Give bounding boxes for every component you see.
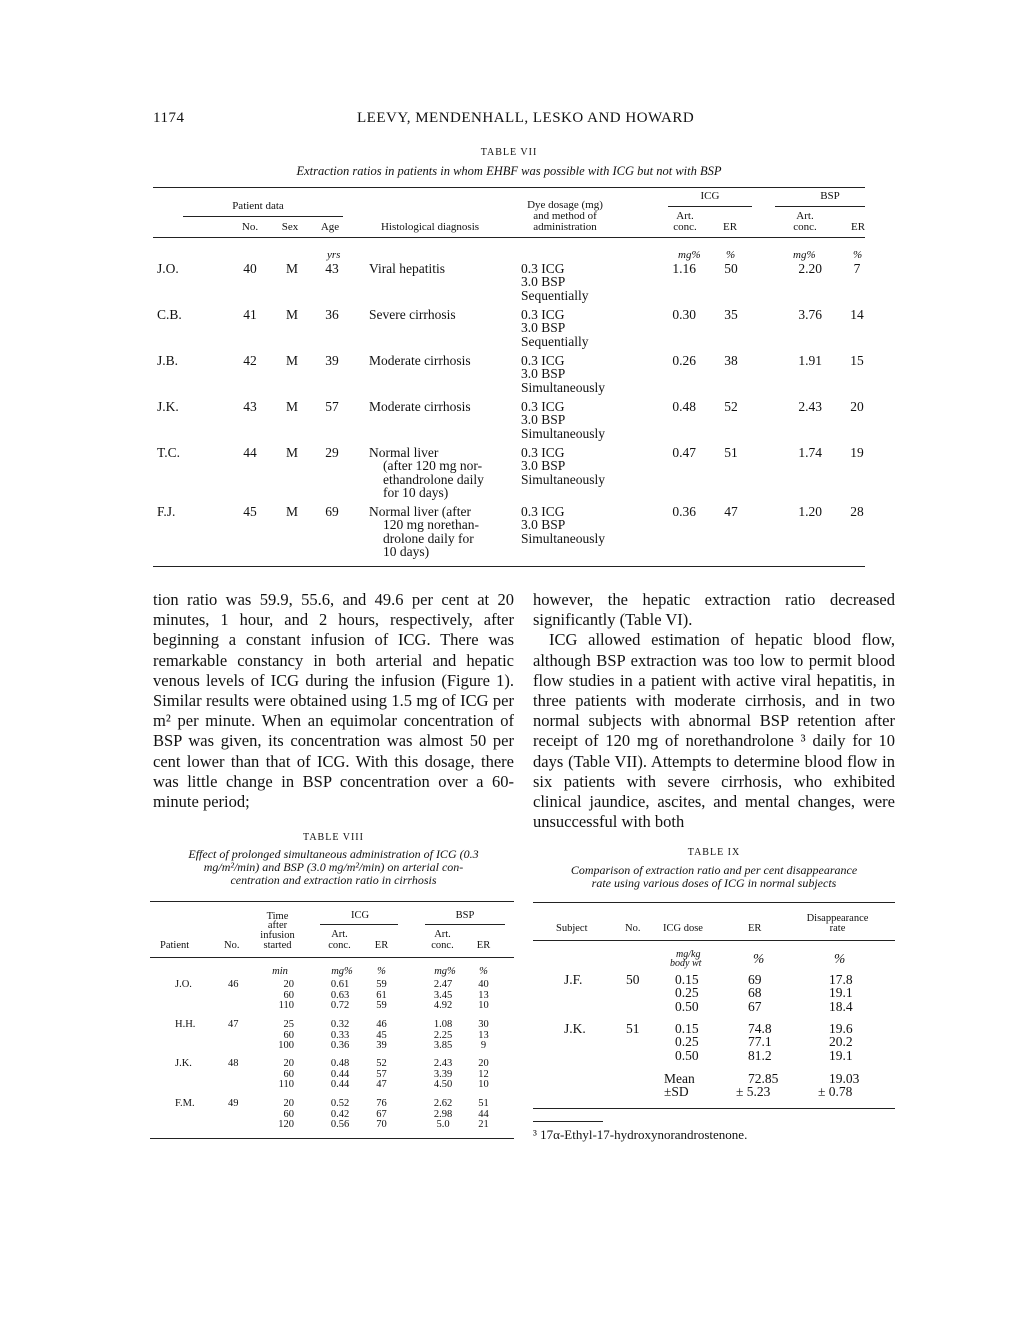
t9-dose: 0.15 — [675, 1021, 699, 1036]
t9-h-er: ER — [748, 923, 762, 934]
t8-no: 48 — [228, 1058, 239, 1069]
t8-h-icg-art1: Art. — [331, 929, 348, 940]
t7-age: 69 — [325, 504, 339, 519]
t8-icg-er: 61 — [376, 989, 387, 1001]
t8-bsp-er: 51 — [478, 1098, 489, 1109]
t7-patient: F.J. — [157, 504, 176, 519]
t7-dosage: 3.0 BSP — [521, 366, 566, 382]
t9-no: 50 — [626, 972, 640, 987]
table8-caption-line: centration and extraction ratio in cirrhosis — [230, 873, 437, 887]
t9-unit-dose1: mg/kg — [676, 949, 701, 960]
t7-dosage: 3.0 BSP — [521, 458, 566, 474]
t7-dosage: Simultaneously — [521, 530, 605, 546]
t7-no: 41 — [243, 307, 257, 322]
t9-er-mean: 72.85 — [748, 1071, 779, 1086]
t8-icg-conc: 0.61 — [330, 979, 350, 990]
t7-dosage: 0.3 ICG — [521, 353, 565, 368]
t7-bsp-conc: 1.20 — [798, 504, 822, 519]
t7-bsp-er: 19 — [850, 445, 864, 460]
table7-header-rule — [153, 237, 865, 238]
t9-er: 81.2 — [748, 1047, 772, 1063]
t7-h-patient-data: Patient data — [232, 200, 284, 212]
t8-bsp-er: 13 — [478, 1029, 489, 1041]
t7-age: 36 — [325, 307, 339, 322]
table8-caption — [153, 848, 514, 887]
t8-icg-conc: 0.52 — [330, 1098, 350, 1109]
t7-h-bsp-art2: conc. — [793, 221, 817, 233]
table7-label: TABLE VII — [480, 147, 538, 158]
t8-time: 20 — [283, 1098, 294, 1109]
t9-dose: 0.50 — [675, 998, 699, 1014]
t8-icg-er: 57 — [376, 1068, 387, 1080]
t7-h-dye1: Dye dosage (mg) — [527, 199, 603, 211]
t8-bsp-er: 30 — [478, 1019, 489, 1030]
t9-h-subject: Subject — [556, 923, 588, 934]
t7-bsp-conc: 1.74 — [798, 445, 822, 460]
table9-caption — [533, 864, 895, 890]
t8-icg-er: 67 — [376, 1108, 387, 1120]
t7-sex: M — [285, 353, 298, 368]
t9-dis: 17.8 — [829, 972, 853, 987]
t7-diagnosis: 120 mg norethan- — [383, 517, 479, 533]
t7-bsp-conc: 1.91 — [798, 353, 822, 368]
t8-time: 20 — [283, 979, 294, 990]
t8-h-no: No. — [224, 940, 240, 951]
t9-er: 68 — [748, 985, 762, 1001]
t7-diagnosis: (after 120 mg nor- — [383, 458, 483, 474]
t7-dosage: 0.3 ICG — [521, 504, 565, 519]
t9-h-dose: ICG dose — [663, 923, 703, 934]
t8-unit-time: min — [272, 966, 288, 977]
t8-h-bsp-er: ER — [476, 940, 491, 951]
t8-bsp-conc: 2.47 — [433, 979, 453, 990]
right-paragraph-2: ICG allowed estimation of hepatic blood flow, although BSP extraction was too low to permit blood flow studies in a patient with active viral hepatitis, in three patients with moderate cirrhosis, and in two normal subjects with abnormal BSP retention after receipt of 120 mg of norethandrolone ³ daily for 10 days (Table VII). Attempts to determine blood flow in six patients with severe cirrhosis, who exhibited clinical jaundice, ascites, and mental changes, were unsuccessful with both — [533, 630, 895, 832]
t7-dosage: 3.0 BSP — [521, 274, 566, 290]
t8-icg-er: 59 — [376, 979, 387, 990]
t7-bsp-er: 14 — [850, 307, 864, 322]
t9-er-sd: ± 5.23 — [736, 1084, 771, 1099]
t7-dosage: 0.3 ICG — [521, 307, 565, 322]
t9-sd-label: ±SD — [664, 1084, 689, 1099]
t8-bsp-conc: 3.45 — [433, 989, 453, 1001]
table8-caption-line: Effect of prolonged simultaneous administration of ICG (0.3 — [188, 847, 479, 861]
t8-icg-conc: 0.44 — [330, 1068, 350, 1080]
t7-no: 45 — [243, 504, 257, 519]
t7-icg-conc: 0.48 — [672, 399, 696, 414]
t9-er: 77.1 — [748, 1034, 772, 1050]
t9-h-dis1: Disappearance — [806, 913, 869, 924]
t8-bsp-conc: 2.98 — [433, 1108, 453, 1120]
t8-bsp-er: 12 — [478, 1068, 489, 1080]
t8-icg-er: 70 — [376, 1119, 387, 1130]
t8-icg-er: 47 — [376, 1079, 387, 1090]
t8-time: 110 — [278, 1079, 294, 1090]
table9-bottom-rule — [533, 1108, 895, 1109]
t8-time: 60 — [283, 1068, 294, 1080]
table8-bottom-rule — [150, 1138, 514, 1139]
t7-sex: M — [285, 261, 298, 276]
t8-bsp-rule — [425, 924, 505, 925]
t8-time: 110 — [278, 1000, 294, 1011]
t7-bsp-conc: 2.20 — [798, 261, 822, 276]
t7-no: 42 — [243, 353, 257, 368]
t9-dose: 0.25 — [675, 1034, 699, 1050]
t7-unit-icg-er: % — [726, 249, 736, 261]
t7-sex: M — [285, 399, 298, 414]
t9-unit-dis: % — [834, 951, 846, 966]
t7-dosage: 0.3 ICG — [521, 261, 565, 276]
t7-h-icg-er: ER — [722, 221, 738, 233]
t7-diagnosis: 10 days) — [383, 543, 430, 559]
t8-h-icg-er: ER — [374, 940, 389, 951]
table9-top-rule — [533, 902, 895, 903]
t7-icg-conc: 0.26 — [672, 353, 696, 368]
t7-bsp-rule — [775, 206, 865, 207]
t7-icg-er: 52 — [724, 399, 738, 414]
t9-dis-mean: 19.03 — [829, 1071, 860, 1086]
t8-h-patient: Patient — [160, 940, 190, 951]
t8-unit-bsp-conc: mg% — [434, 966, 456, 977]
t7-icg-er: 47 — [724, 504, 738, 519]
t9-er: 67 — [748, 998, 762, 1014]
footnote: ³ 17α-Ethyl-17-hydroxynorandrostenone. — [533, 1127, 748, 1142]
t7-sex: M — [285, 307, 298, 322]
t8-time: 60 — [283, 1029, 294, 1041]
t7-icg-er: 50 — [724, 261, 738, 276]
t8-patient: H.H. — [175, 1019, 196, 1030]
t8-icg-rule — [320, 924, 398, 925]
t8-icg-er: 76 — [376, 1098, 387, 1109]
page-number: 1174 — [153, 110, 185, 126]
t7-h-bsp-er: ER — [850, 221, 866, 233]
t8-patient: J.K. — [175, 1058, 192, 1069]
t7-diagnosis: for 10 days) — [383, 484, 449, 500]
t9-dis: 18.4 — [829, 998, 853, 1014]
t7-patient: J.K. — [157, 399, 179, 414]
t8-bsp-er: 21 — [478, 1119, 489, 1130]
table9-header-rule — [533, 940, 895, 941]
t7-dosage: 0.3 ICG — [521, 445, 565, 460]
t8-patient: F.M. — [175, 1098, 195, 1109]
footnote-rule — [533, 1121, 603, 1122]
t8-time: 60 — [283, 1108, 294, 1120]
t8-bsp-er: 40 — [478, 979, 489, 990]
t7-diagnosis: Moderate cirrhosis — [369, 353, 471, 368]
t7-h-sex: Sex — [281, 221, 299, 233]
t8-time: 25 — [283, 1019, 294, 1030]
t8-bsp-conc: 1.08 — [433, 1019, 453, 1030]
t8-icg-conc: 0.56 — [330, 1119, 350, 1130]
t8-h-icg: ICG — [350, 910, 370, 921]
t8-bsp-conc: 4.50 — [433, 1079, 453, 1090]
t7-icg-conc: 0.47 — [672, 445, 696, 460]
left-column-text — [153, 590, 514, 812]
t7-dosage: Sequentially — [521, 333, 589, 349]
t7-dosage: 3.0 BSP — [521, 517, 566, 533]
t7-patient: J.O. — [157, 261, 179, 276]
t8-bsp-er: 9 — [480, 1040, 487, 1051]
t7-h-bsp: BSP — [820, 190, 840, 202]
running-title: LEEVY, MENDENHALL, LESKO AND HOWARD — [357, 110, 695, 126]
t9-mean-label: Mean — [664, 1071, 695, 1086]
t8-unit-icg-er: % — [377, 966, 386, 977]
table8-header-rule — [150, 957, 514, 958]
t7-dosage: Simultaneously — [521, 425, 605, 441]
t7-h-age: Age — [320, 221, 340, 233]
t9-h-no: No. — [625, 923, 641, 934]
t9-dis: 19.6 — [829, 1021, 853, 1036]
t8-h-bsp-art2: conc. — [431, 940, 454, 951]
t7-icg-er: 35 — [724, 307, 738, 322]
t7-icg-er: 38 — [724, 353, 738, 368]
t7-unit-icg-conc: mg% — [678, 249, 701, 261]
t7-h-no: No. — [241, 221, 259, 233]
t8-time: 100 — [278, 1040, 294, 1051]
t8-h-time1: Time — [266, 911, 289, 922]
t7-age: 39 — [325, 353, 339, 368]
t8-icg-er: 46 — [376, 1019, 387, 1030]
t8-icg-conc: 0.72 — [330, 1000, 350, 1011]
t8-unit-bsp-er: % — [479, 966, 488, 977]
t8-bsp-er: 10 — [478, 1079, 489, 1090]
table8-caption-line: mg/m²/min) and BSP (3.0 mg/m²/min) on arterial con- — [203, 860, 464, 874]
t7-patient: J.B. — [157, 353, 179, 368]
t7-diagnosis: drolone daily for — [383, 530, 474, 546]
t7-icg-conc: 1.16 — [672, 261, 696, 276]
t8-bsp-conc: 5.0 — [436, 1119, 450, 1130]
t8-icg-conc: 0.36 — [330, 1040, 350, 1051]
t7-sex: M — [285, 504, 298, 519]
t7-age: 29 — [325, 445, 339, 460]
t8-icg-er: 59 — [376, 1000, 387, 1011]
t8-bsp-conc: 2.62 — [433, 1098, 453, 1109]
t8-time: 20 — [283, 1058, 294, 1069]
t8-icg-conc: 0.32 — [330, 1019, 350, 1030]
t8-bsp-conc: 2.43 — [433, 1058, 453, 1069]
t7-bsp-er: 15 — [850, 353, 864, 368]
table7-caption: Extraction ratios in patients in whom EHBF was possible with ICG but not with BSP — [296, 164, 722, 178]
t8-icg-conc: 0.63 — [330, 989, 350, 1001]
t9-h-dis2: rate — [829, 923, 846, 934]
t8-bsp-er: 20 — [478, 1058, 489, 1069]
t8-bsp-er: 13 — [478, 989, 489, 1001]
t8-h-time2: after — [267, 920, 288, 931]
left-paragraph: tion ratio was 59.9, 55.6, and 49.6 per cent at 20 minutes, 1 hour, and 2 hours, respectively, after beginning a constant infusion of ICG. There was remarkable constancy in both arterial and hepatic venous levels of ICG during the infusion (Figure 1). Similar results were obtained using 1.5 mg of ICG per m² per minute. When an equimolar concentration of BSP was given, its concentration was almost 50 per cent lower than that of ICG. With this dosage, there was little change in BSP concentration over a 60-minute period; — [153, 590, 514, 812]
t7-icg-conc: 0.30 — [672, 307, 696, 322]
t7-diagnosis: Normal liver (after — [369, 504, 471, 519]
t7-h-icg-art1: Art. — [676, 210, 694, 222]
t7-bsp-er: 20 — [850, 399, 864, 414]
t8-no: 46 — [228, 979, 239, 990]
table7-bottom-rule — [153, 566, 865, 567]
t8-patient: J.O. — [175, 979, 192, 990]
t7-h-dye2: and method of — [533, 210, 597, 222]
t8-time: 60 — [283, 989, 294, 1001]
t9-dis: 19.1 — [829, 1047, 853, 1063]
t7-dosage: 3.0 BSP — [521, 412, 566, 428]
t7-no: 44 — [243, 445, 257, 460]
t7-dosage: Sequentially — [521, 287, 589, 303]
t7-patient: C.B. — [157, 307, 182, 322]
t7-dosage: Simultaneously — [521, 471, 605, 487]
t8-unit-icg-conc: mg% — [331, 966, 353, 977]
t8-h-bsp-art1: Art. — [434, 929, 451, 940]
t7-h-bsp-art1: Art. — [796, 210, 814, 222]
right-column-text — [533, 590, 895, 832]
t9-no: 51 — [626, 1021, 640, 1036]
t8-time: 120 — [278, 1119, 294, 1130]
t7-diagnosis: Moderate cirrhosis — [369, 399, 471, 414]
t9-dose: 0.15 — [675, 972, 699, 987]
table8-label: TABLE VIII — [303, 832, 364, 843]
t7-age: 57 — [325, 399, 339, 414]
table7-top-rule — [153, 187, 865, 188]
t7-h-diagnosis: Histological diagnosis — [380, 221, 480, 233]
t7-dosage: Simultaneously — [521, 379, 605, 395]
t7-bsp-conc: 3.76 — [798, 307, 822, 322]
t8-icg-er: 52 — [376, 1058, 387, 1069]
t7-diagnosis: Normal liver — [369, 445, 439, 460]
t7-bsp-conc: 2.43 — [798, 399, 822, 414]
t9-unit-dose2: body wt — [670, 958, 702, 969]
t7-unit-bsp-er: % — [853, 249, 863, 261]
t7-icg-er: 51 — [724, 445, 738, 460]
t7-h-icg-art2: conc. — [673, 221, 697, 233]
t7-icg-rule — [668, 206, 752, 207]
t8-bsp-er: 44 — [478, 1108, 489, 1120]
t7-diagnosis: Severe cirrhosis — [369, 307, 456, 322]
t8-icg-conc: 0.33 — [330, 1029, 350, 1041]
t9-dis: 19.1 — [829, 985, 853, 1001]
t7-patient-rule — [183, 216, 343, 217]
t8-icg-conc: 0.44 — [330, 1079, 350, 1090]
t7-bsp-er: 28 — [850, 504, 864, 519]
t9-dose: 0.50 — [675, 1047, 699, 1063]
t7-h-dye3: administration — [533, 221, 597, 233]
t8-bsp-conc: 4.92 — [433, 1000, 453, 1011]
t8-icg-conc: 0.42 — [330, 1108, 350, 1120]
t8-icg-conc: 0.48 — [330, 1058, 350, 1069]
t9-subject: J.F. — [564, 972, 583, 987]
t7-dosage: 0.3 ICG — [521, 399, 565, 414]
t8-no: 49 — [228, 1098, 239, 1109]
t7-patient: T.C. — [157, 445, 180, 460]
t8-bsp-conc: 3.39 — [433, 1068, 453, 1080]
t8-no: 47 — [228, 1019, 239, 1030]
right-paragraph-1: however, the hepatic extraction ratio decreased significantly (Table VI). — [533, 590, 895, 630]
t7-icg-conc: 0.36 — [672, 504, 696, 519]
t8-icg-er: 45 — [376, 1029, 387, 1041]
t8-h-icg-art2: conc. — [328, 940, 351, 951]
table9-caption-line: rate using various doses of ICG in normal subjects — [591, 876, 837, 890]
t9-dis: 20.2 — [829, 1034, 853, 1050]
t8-h-time4: started — [263, 940, 292, 951]
t9-dis-sd: ± 0.78 — [818, 1084, 853, 1099]
t7-unit-age: yrs — [327, 249, 341, 261]
t7-age: 43 — [325, 261, 339, 276]
t7-sex: M — [285, 445, 298, 460]
table9-label: TABLE IX — [687, 847, 741, 858]
table9-caption-line: Comparison of extraction ratio and per cent disappearance — [570, 863, 858, 877]
t9-dose: 0.25 — [675, 985, 699, 1001]
t7-bsp-er: 7 — [853, 261, 861, 276]
t8-bsp-er: 10 — [478, 1000, 489, 1011]
t8-h-time3: infusion — [260, 930, 295, 941]
t9-er: 74.8 — [748, 1021, 772, 1036]
t7-unit-bsp-conc: mg% — [793, 249, 816, 261]
t8-bsp-conc: 3.85 — [433, 1040, 453, 1051]
t7-h-icg: ICG — [700, 190, 720, 202]
t7-dosage: 3.0 BSP — [521, 320, 566, 336]
t9-er: 69 — [748, 972, 762, 987]
t8-bsp-conc: 2.25 — [433, 1029, 453, 1041]
t8-icg-er: 39 — [376, 1040, 387, 1051]
table8-top-rule — [150, 901, 514, 902]
t9-subject: J.K. — [564, 1021, 586, 1036]
t7-diagnosis: ethandrolone daily — [383, 471, 484, 487]
t7-no: 43 — [243, 399, 257, 414]
t8-h-bsp: BSP — [455, 910, 475, 921]
t7-no: 40 — [243, 261, 257, 276]
t7-diagnosis: Viral hepatitis — [369, 261, 446, 276]
t9-unit-er: % — [753, 951, 765, 966]
